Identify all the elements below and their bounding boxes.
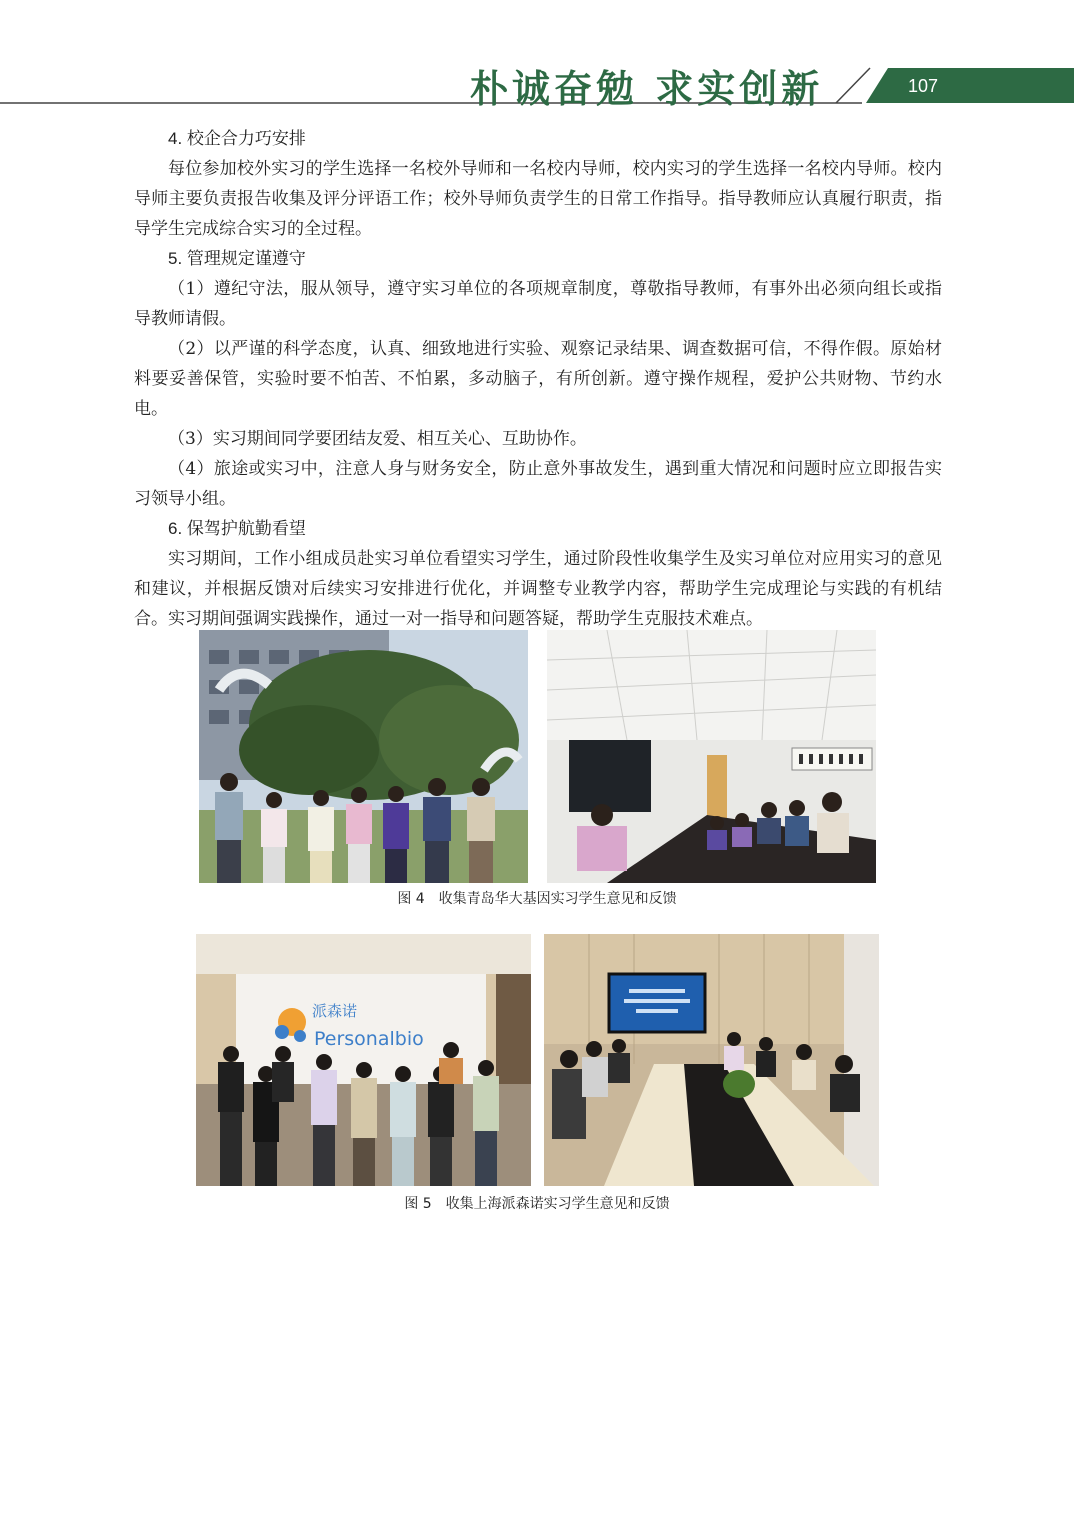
section-heading-5: 5. 管理规定谨遵守 [168,249,306,268]
paragraph: （2）以严谨的科学态度，认真、细致地进行实验、观察记录结果、调查数据可信，不得作假。原始材料要妥善保管，实验时要不怕苦、不怕累，多动脑子，有所创新。遵守操作规程，爱护公共财物、节约水电。 [134,339,942,419]
header-motto: 朴诚奋勉 求实创新 [470,66,824,111]
paragraph: （1）遵纪守法，服从领导，遵守实习单位的各项规章制度，尊敬指导教师，有事外出必须向组长或指导教师请假。 [134,279,942,329]
figure-5-photo-group-lobby [196,934,531,1186]
page-header [0,0,1074,110]
paragraph: （4）旅途或实习中，注意人身与财务安全，防止意外事故发生，遇到重大情况和问题时应立即报告实习领导小组。 [134,459,942,509]
page-number: 107 [908,76,939,96]
body-text [134,124,942,634]
figure-5-caption: 图 5 收集上海派森诺实习学生意见和反馈 [404,1196,670,1212]
paragraph: 实习期间，工作小组成员赴实习单位看望实习学生，通过阶段性收集学生及实习单位对应用实习的意见和建议，并根据反馈对后续实习安排进行优化，并调整专业教学内容，帮助学生完成理论与实践的有机结合。实习期间强调实践操作，通过一对一指导和问题答疑，帮助学生克服技术难点。 [134,549,942,629]
figure-4-photo-meeting-room [547,630,876,883]
lobby-sign-cn: 派森诺 [312,1002,358,1020]
paragraph: 每位参加校外实习的学生选择一名校外导师和一名校内导师，校内实习的学生选择一名校内导师。校内导师主要负责报告收集及评分评语工作；校外导师负责学生的日常工作指导。指导教师应认真履行职责，指导学生完成综合实习的全过程。 [134,159,942,239]
paragraph: （3）实习期间同学要团结友爱、相互关心、互助协作。 [168,429,587,449]
figure-4-photo-group-outdoor [199,630,528,883]
section-heading-4: 4. 校企合力巧安排 [168,129,306,148]
figure-4-caption: 图 4 收集青岛华大基因实习学生意见和反馈 [397,891,677,907]
lobby-sign-en: Personalbio [314,1028,424,1050]
figure-5-photo-meeting-projector [544,934,879,1186]
section-heading-6: 6. 保驾护航勤看望 [168,519,306,538]
